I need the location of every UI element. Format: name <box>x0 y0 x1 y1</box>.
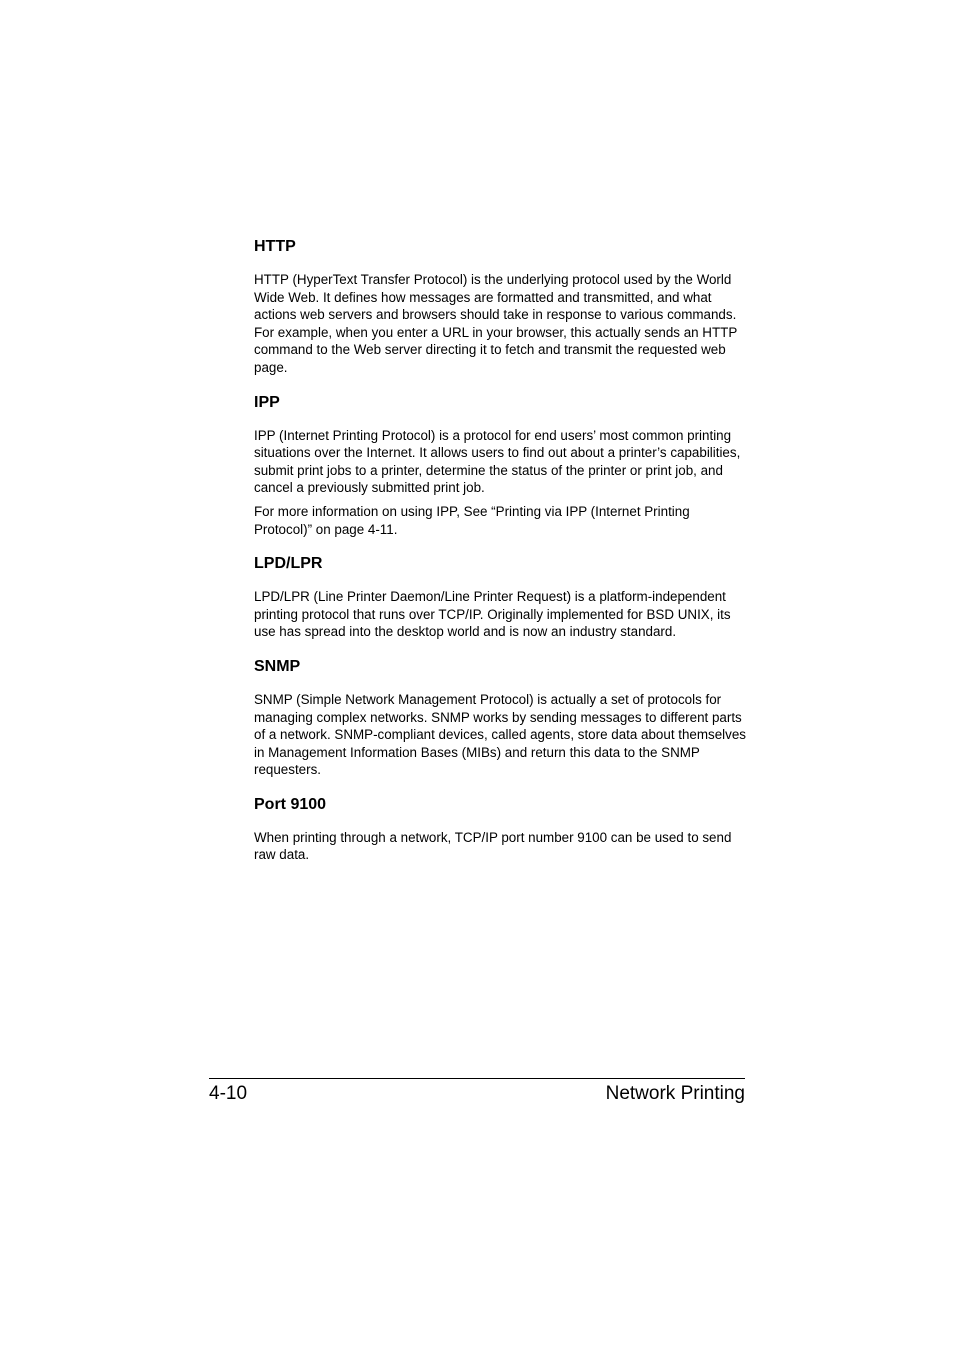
paragraph: When printing through a network, TCP/IP port number 9100 can be used to send raw data. <box>254 829 732 863</box>
paragraph-cross-reference: For more information on using IPP, See “Printing via IPP (Internet Printing Protocol)” on page 4-11. <box>254 503 690 537</box>
paragraph: IPP (Internet Printing Protocol) is a protocol for end users’ most common printing situations over the Internet. It allows users to find out about a printer’s capabilities, submit print jobs to a printer, determine the status of the printer or print job, and cancel a previously submitted print job. <box>254 427 741 496</box>
paragraph: HTTP (HyperText Transfer Protocol) is the underlying protocol used by the World Wide Web. It defines how messages are formatted and transmitted, and what actions web servers and browsers should take in response to various commands. For example, when you enter a URL in your browser, this actually sends an HTTP command to the Web server directing it to fetch and transmit the requested web page. <box>254 272 738 375</box>
section-port-9100 <box>254 795 746 864</box>
paragraph: LPD/LPR (Line Printer Daemon/Line Printer Request) is a platform-independent printing protocol that runs over TCP/IP. Originally implemented for BSD UNIX, its use has spread into the desktop world and is now an industry standard. <box>254 589 731 640</box>
chapter-title: Network Printing <box>605 1083 745 1104</box>
section-heading: HTTP <box>254 238 296 255</box>
section-heading: LPD/LPR <box>254 555 323 573</box>
page-content <box>254 237 746 880</box>
section-heading: IPP <box>254 393 280 411</box>
section-ipp <box>254 393 746 539</box>
paragraph: SNMP (Simple Network Management Protocol) is actually a set of protocols for managing complex networks. SNMP works by sending messages to different parts of a network. SNMP-compliant devices, called agents, store data about themselves in Management Information Bases (MIBs) and return this data to the SNMP requesters. <box>254 691 746 778</box>
section-http <box>254 237 746 377</box>
section-lpd-lpr <box>254 554 746 641</box>
page-footer <box>209 1082 745 1106</box>
footer-divider <box>209 1078 745 1079</box>
section-heading: SNMP <box>254 657 301 675</box>
section-heading: Port 9100 <box>254 795 327 813</box>
section-snmp <box>254 657 746 779</box>
page-number: 4-10 <box>209 1083 248 1104</box>
